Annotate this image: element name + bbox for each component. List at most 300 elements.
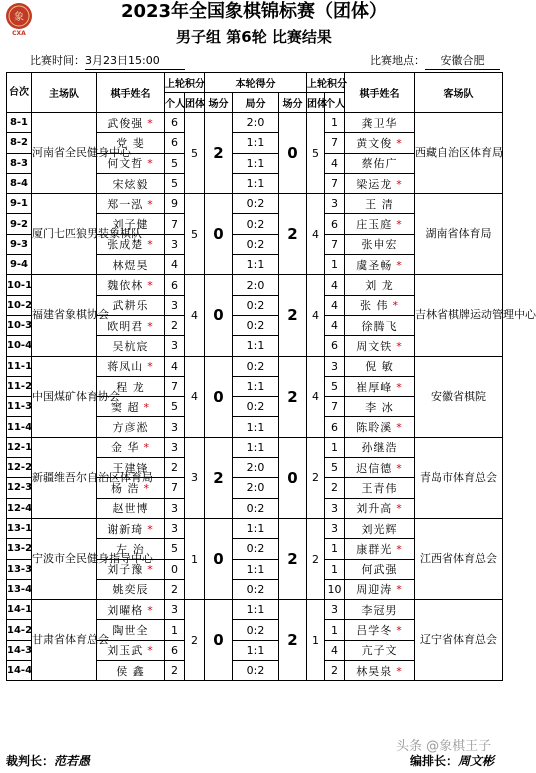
home-individual-points: 5: [165, 539, 185, 559]
star-mark: *: [147, 603, 154, 617]
home-match-score: 0: [205, 600, 233, 681]
home-player-name: 欧明君: [107, 319, 144, 333]
home-individual-points: 3: [165, 498, 185, 518]
home-player: [97, 255, 165, 275]
away-individual-points: 3: [325, 194, 345, 214]
board-number: 10-4: [7, 336, 32, 356]
away-team-name: 湖南省体育局: [415, 194, 503, 275]
home-match-score: 0: [205, 356, 233, 437]
away-player: [345, 661, 415, 681]
away-player: [345, 356, 415, 376]
board-score: 1:1: [233, 600, 279, 620]
star-mark: *: [396, 461, 403, 475]
board-score: 2:0: [233, 478, 279, 498]
star-mark: *: [396, 583, 403, 597]
away-player-name: 孙继浩: [361, 441, 398, 455]
away-player-name: 何武强: [361, 563, 398, 577]
home-player: [97, 600, 165, 620]
header-away-individual: 个人: [325, 93, 345, 113]
header-away-prev: 上轮积分: [307, 73, 345, 93]
board-score: 1:1: [233, 417, 279, 437]
board-number: 8-3: [7, 153, 32, 173]
board-number: 12-4: [7, 498, 32, 518]
home-player-name: 窦 超: [111, 400, 140, 414]
table-row: [7, 113, 503, 133]
away-player-name: 康群光: [356, 542, 393, 556]
home-match-score: 2: [205, 437, 233, 518]
away-player: [345, 133, 415, 153]
home-player-name: 谢新琦: [107, 522, 144, 536]
away-team-points: 5: [307, 113, 325, 194]
board-score: 0:2: [233, 315, 279, 335]
home-team-points: 4: [185, 275, 205, 356]
home-player-name: 金 华: [111, 441, 140, 455]
star-mark: *: [396, 339, 403, 353]
watermark: 头条 @象棋王子: [396, 739, 492, 754]
away-player-name: 张申宏: [361, 238, 398, 252]
away-player-name: 王青伟: [361, 481, 398, 495]
star-mark: *: [143, 400, 150, 414]
home-individual-points: 6: [165, 275, 185, 295]
home-player-name: 蒋凤山: [107, 360, 144, 374]
place-value: 安徽合肥: [425, 53, 500, 70]
board-number: 14-4: [7, 661, 32, 681]
away-team-points: 4: [307, 194, 325, 275]
away-player: [345, 275, 415, 295]
home-player-name: 侯 鑫: [116, 664, 145, 678]
away-player-name: 蔡佑广: [361, 157, 398, 171]
star-mark: *: [396, 542, 403, 556]
away-player-name: 林昊泉: [356, 664, 393, 678]
away-player: [345, 295, 415, 315]
away-player: [345, 336, 415, 356]
away-individual-points: 4: [325, 315, 345, 335]
away-player-name: 崔厚峰: [356, 380, 393, 394]
board-number: 10-2: [7, 295, 32, 315]
board-number: 8-4: [7, 173, 32, 193]
star-mark: *: [396, 218, 403, 232]
away-player: [345, 579, 415, 599]
home-individual-points: 3: [165, 518, 185, 538]
board-score: 0:2: [233, 579, 279, 599]
referee-label: 裁判长：: [6, 754, 55, 768]
board-score: 0:2: [233, 539, 279, 559]
home-match-score: 0: [205, 194, 233, 275]
away-individual-points: 3: [325, 518, 345, 538]
header-round: 台次: [7, 73, 32, 113]
away-match-score: 2: [279, 600, 307, 681]
away-team-points: 1: [307, 600, 325, 681]
away-individual-points: 10: [325, 579, 345, 599]
match-place: [370, 53, 500, 70]
home-player: [97, 275, 165, 295]
home-player: [97, 640, 165, 660]
away-team-name: 安徽省棋院: [415, 356, 503, 437]
home-team-points: 5: [185, 194, 205, 275]
away-player-name: 徐腾飞: [361, 319, 398, 333]
away-player: [345, 620, 415, 640]
home-player-name: 陶世全: [112, 624, 149, 638]
board-number: 9-2: [7, 214, 32, 234]
star-mark: *: [147, 116, 154, 130]
home-team-points: 5: [185, 113, 205, 194]
home-player-name: 武耕乐: [112, 299, 149, 313]
away-player-name: 刘 龙: [365, 279, 394, 293]
away-individual-points: 1: [325, 539, 345, 559]
home-player-name: 郑一泓: [107, 197, 144, 211]
home-player-name: 武俊强: [107, 116, 144, 130]
home-player-name: 吴杭宸: [112, 339, 149, 353]
away-player-name: 李冠男: [361, 603, 398, 617]
home-player-name: 刘子健: [112, 218, 149, 232]
board-score: 0:2: [233, 356, 279, 376]
place-label: 比赛地点：: [370, 54, 425, 67]
star-mark: *: [147, 319, 154, 333]
home-individual-points: 3: [165, 417, 185, 437]
away-player-name: 梁运龙: [356, 177, 393, 191]
table-row: [7, 275, 503, 295]
away-individual-points: 7: [325, 397, 345, 417]
away-individual-points: 6: [325, 214, 345, 234]
logo-text: CXA: [12, 30, 26, 37]
away-player-name: 刘光辉: [361, 522, 398, 536]
away-individual-points: 2: [325, 661, 345, 681]
board-score: 0:2: [233, 620, 279, 640]
away-player: [345, 315, 415, 335]
away-player: [345, 173, 415, 193]
board-score: 1:1: [233, 173, 279, 193]
svg-text:象: 象: [14, 12, 24, 23]
header-round-score: 本轮得分: [205, 73, 307, 93]
home-individual-points: 4: [165, 255, 185, 275]
board-score: 1:1: [233, 518, 279, 538]
home-player: [97, 153, 165, 173]
home-player-name: 党 斐: [116, 136, 145, 150]
time-label: 比赛时间：: [30, 54, 85, 67]
star-mark: *: [396, 380, 403, 394]
home-player-name: 林煜昊: [112, 258, 149, 272]
away-team-name: 江西省体育总会: [415, 518, 503, 599]
referee-name: 范若愚: [54, 754, 91, 768]
away-individual-points: 5: [325, 458, 345, 478]
star-mark: *: [147, 197, 154, 211]
home-individual-points: 9: [165, 194, 185, 214]
home-individual-points: 3: [165, 336, 185, 356]
away-player: [345, 397, 415, 417]
board-number: 8-2: [7, 133, 32, 153]
header-home-individual: 个人: [165, 93, 185, 113]
star-mark: *: [143, 441, 150, 455]
header-home-prev: 上轮积分: [165, 73, 205, 93]
away-player: [345, 559, 415, 579]
table-row: [7, 194, 503, 214]
board-score: 0:2: [233, 194, 279, 214]
home-individual-points: 4: [165, 356, 185, 376]
board-score: 1:1: [233, 437, 279, 457]
home-player-name: 张成楚: [107, 238, 144, 252]
home-player: [97, 498, 165, 518]
home-player-name: 左 治: [116, 542, 145, 556]
away-team-name: 青岛市体育总会: [415, 437, 503, 518]
away-player-name: 李 冰: [365, 400, 394, 414]
board-number: 9-1: [7, 194, 32, 214]
header-home-game: 场分: [205, 93, 233, 113]
home-player-name: 魏依林: [107, 279, 144, 293]
board-number: 9-4: [7, 255, 32, 275]
home-match-score: 0: [205, 275, 233, 356]
board-score: 1:1: [233, 376, 279, 396]
match-time: [30, 53, 185, 70]
away-individual-points: 4: [325, 640, 345, 660]
away-individual-points: 1: [325, 559, 345, 579]
home-player-name: 杨 浩: [111, 481, 140, 495]
board-number: 13-4: [7, 579, 32, 599]
away-team-name: 吉林省棋牌运动管理中心: [415, 275, 503, 356]
away-match-score: 2: [279, 356, 307, 437]
home-team-points: 3: [185, 437, 205, 518]
board-number: 13-1: [7, 518, 32, 538]
away-match-score: 0: [279, 437, 307, 518]
star-mark: *: [147, 360, 154, 374]
away-match-score: 2: [279, 518, 307, 599]
away-individual-points: 1: [325, 620, 345, 640]
away-team-points: 2: [307, 518, 325, 599]
home-individual-points: 2: [165, 661, 185, 681]
board-score: 1:1: [233, 336, 279, 356]
board-number: 11-1: [7, 356, 32, 376]
home-player-name: 刘曜格: [107, 603, 144, 617]
referee-line: [6, 752, 90, 770]
away-individual-points: 7: [325, 133, 345, 153]
home-individual-points: 5: [165, 397, 185, 417]
board-score: 0:2: [233, 234, 279, 254]
board-number: 9-3: [7, 234, 32, 254]
home-player-name: 何文哲: [107, 157, 144, 171]
home-individual-points: 7: [165, 478, 185, 498]
away-player: [345, 234, 415, 254]
star-mark: *: [147, 157, 154, 171]
away-player-name: 倪 敏: [365, 360, 394, 374]
away-match-score: 2: [279, 275, 307, 356]
home-individual-points: 3: [165, 234, 185, 254]
header-away-team: 客场队: [415, 73, 503, 113]
away-player-name: 亢子文: [361, 644, 398, 658]
home-individual-points: 2: [165, 315, 185, 335]
away-player: [345, 600, 415, 620]
home-player-name: 刘子豫: [107, 563, 144, 577]
home-player: [97, 661, 165, 681]
star-mark: *: [396, 177, 403, 191]
away-player: [345, 153, 415, 173]
away-team-points: 4: [307, 275, 325, 356]
away-individual-points: 4: [325, 153, 345, 173]
away-individual-points: 3: [325, 498, 345, 518]
home-match-score: 0: [205, 518, 233, 599]
recorder-name: 周文彬: [458, 754, 495, 768]
board-score: 1:1: [233, 133, 279, 153]
home-player: [97, 315, 165, 335]
table-row: [7, 518, 503, 538]
away-player: [345, 518, 415, 538]
away-player: [345, 539, 415, 559]
home-team-points: 2: [185, 600, 205, 681]
home-player: [97, 437, 165, 457]
board-score: 2:0: [233, 275, 279, 295]
home-player: [97, 234, 165, 254]
results-table: [6, 72, 536, 681]
home-team-name: 宁波市全民健身指导中心: [32, 518, 97, 599]
away-individual-points: 6: [325, 417, 345, 437]
board-number: 13-3: [7, 559, 32, 579]
away-team-points: 2: [307, 437, 325, 518]
home-player: [97, 113, 165, 133]
board-score: 0:2: [233, 295, 279, 315]
home-player: [97, 518, 165, 538]
away-match-score: 0: [279, 113, 307, 194]
recorder-line: [410, 752, 494, 770]
home-team-name: 厦门七匹狼男装象棋队: [32, 194, 97, 275]
away-player-name: 张 伟: [360, 299, 389, 313]
page-title: 2023年全国象棋锦标赛（团体）: [120, 1, 388, 22]
away-individual-points: 4: [325, 275, 345, 295]
board-score: 0:2: [233, 397, 279, 417]
home-individual-points: 2: [165, 579, 185, 599]
home-match-score: 2: [205, 113, 233, 194]
board-number: 14-1: [7, 600, 32, 620]
away-individual-points: 3: [325, 356, 345, 376]
home-player: [97, 417, 165, 437]
board-number: 12-1: [7, 437, 32, 457]
star-mark: *: [396, 421, 403, 435]
away-player: [345, 214, 415, 234]
away-player-name: 龚卫华: [361, 116, 398, 130]
away-player-name: 陈聆溪: [356, 421, 393, 435]
home-team-points: 1: [185, 518, 205, 599]
home-team-points: 4: [185, 356, 205, 437]
home-player-name: 方彦淞: [112, 421, 149, 435]
home-player: [97, 356, 165, 376]
away-player: [345, 640, 415, 660]
away-player: [345, 458, 415, 478]
board-number: 12-3: [7, 478, 32, 498]
home-team-name: 中国煤矿体育协会: [32, 356, 97, 437]
table-row: [7, 600, 503, 620]
star-mark: *: [143, 481, 150, 495]
table-row: [7, 356, 503, 376]
home-individual-points: 6: [165, 133, 185, 153]
star-mark: *: [396, 136, 403, 150]
header-home-player: 棋手姓名: [97, 73, 165, 113]
away-individual-points: 3: [325, 600, 345, 620]
away-player-name: 吕学冬: [356, 624, 393, 638]
board-number: 11-2: [7, 376, 32, 396]
recorder-label: 编排长：: [410, 754, 459, 768]
home-player-name: 宋炫毅: [112, 177, 149, 191]
star-mark: *: [396, 502, 403, 516]
home-team-name: 福建省象棋协会: [32, 275, 97, 356]
home-player-name: 姚奕辰: [112, 583, 149, 597]
page-subtitle: 男子组 第6轮 比赛结果: [176, 28, 332, 46]
away-individual-points: 4: [325, 295, 345, 315]
away-player: [345, 437, 415, 457]
home-team-name: 河南省全民健身中心: [32, 113, 97, 194]
home-individual-points: 7: [165, 214, 185, 234]
board-score: 1:1: [233, 153, 279, 173]
home-player: [97, 194, 165, 214]
star-mark: *: [147, 238, 154, 252]
board-number: 11-4: [7, 417, 32, 437]
home-player: [97, 579, 165, 599]
home-player-name: 王建锋: [112, 461, 149, 475]
star-mark: *: [396, 624, 403, 638]
away-player: [345, 478, 415, 498]
away-player-name: 虞圣畅: [356, 258, 393, 272]
home-player: [97, 336, 165, 356]
away-player: [345, 498, 415, 518]
away-team-name: 辽宁省体育总会: [415, 600, 503, 681]
board-number: 10-3: [7, 315, 32, 335]
away-individual-points: 7: [325, 234, 345, 254]
away-individual-points: 1: [325, 255, 345, 275]
away-player: [345, 255, 415, 275]
away-player: [345, 376, 415, 396]
star-mark: *: [147, 279, 154, 293]
home-player-name: 赵世博: [112, 502, 149, 516]
board-number: 13-2: [7, 539, 32, 559]
home-individual-points: 5: [165, 173, 185, 193]
home-individual-points: 3: [165, 295, 185, 315]
away-player: [345, 417, 415, 437]
home-player-name: 刘玉武: [107, 644, 144, 658]
star-mark: *: [392, 299, 400, 313]
away-individual-points: 6: [325, 336, 345, 356]
header-away-game: 场分: [279, 93, 307, 113]
board-score: 0:2: [233, 661, 279, 681]
away-player-name: 庄玉庭: [356, 218, 393, 232]
board-score: 2:0: [233, 113, 279, 133]
away-individual-points: 1: [325, 437, 345, 457]
away-player-name: 王 清: [365, 197, 394, 211]
away-player-name: 周迎涛: [356, 583, 393, 597]
board-score: 0:2: [233, 498, 279, 518]
board-score: 1:1: [233, 640, 279, 660]
header-home-team-pts: 团体: [185, 93, 205, 113]
away-player-name: 刘升高: [356, 502, 393, 516]
home-individual-points: 7: [165, 376, 185, 396]
board-number: 14-2: [7, 620, 32, 640]
away-individual-points: 1: [325, 113, 345, 133]
star-mark: *: [396, 664, 403, 678]
away-individual-points: 5: [325, 376, 345, 396]
star-mark: *: [147, 644, 154, 658]
board-score: 1:1: [233, 559, 279, 579]
away-team-points: 4: [307, 356, 325, 437]
away-team-name: 西藏自治区体育局: [415, 113, 503, 194]
away-player: [345, 194, 415, 214]
home-individual-points: 3: [165, 437, 185, 457]
header-home-team: 主场队: [32, 73, 97, 113]
star-mark: *: [147, 522, 154, 536]
home-individual-points: 5: [165, 153, 185, 173]
home-team-name: 甘肃省体育总会: [32, 600, 97, 681]
board-number: 11-3: [7, 397, 32, 417]
home-player: [97, 173, 165, 193]
away-match-score: 2: [279, 194, 307, 275]
home-individual-points: 6: [165, 640, 185, 660]
board-score: 2:0: [233, 458, 279, 478]
header-away-player: 棋手姓名: [345, 73, 415, 113]
home-individual-points: 0: [165, 559, 185, 579]
